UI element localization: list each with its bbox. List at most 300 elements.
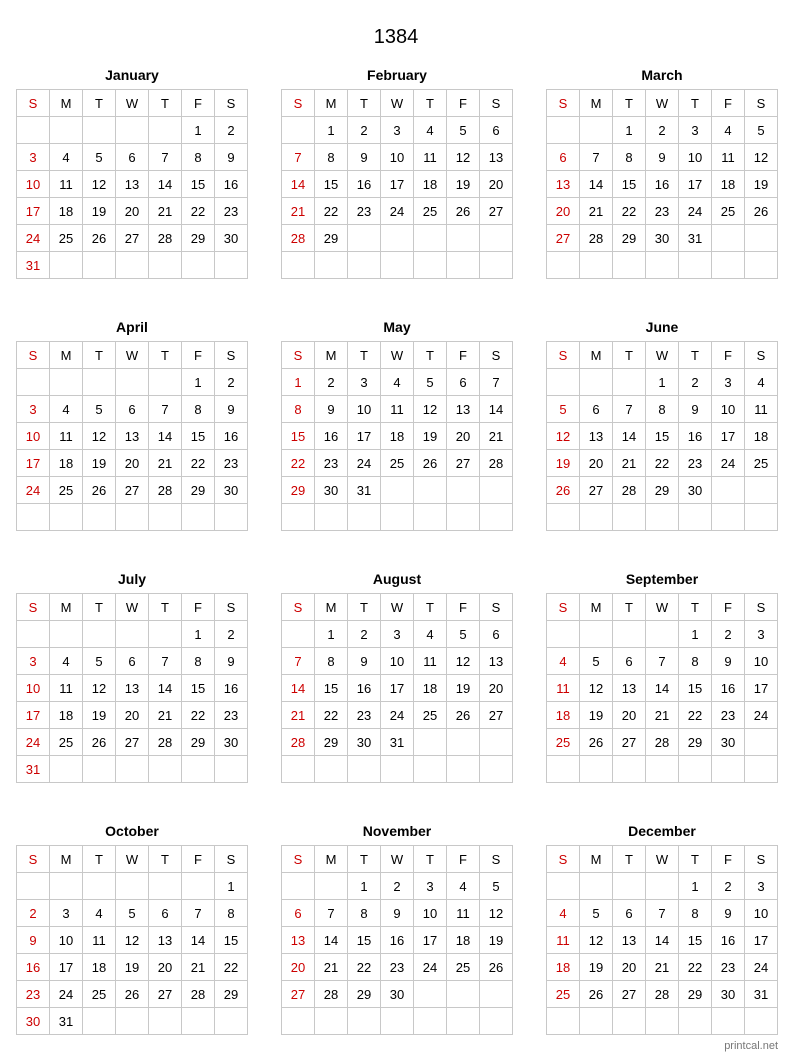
day-cell: 26 <box>447 198 480 225</box>
day-cell: 3 <box>348 369 381 396</box>
day-cell: 23 <box>381 954 414 981</box>
day-cell: 3 <box>745 873 778 900</box>
week-row <box>282 873 513 900</box>
day-cell: 30 <box>215 225 248 252</box>
empty-cell <box>712 756 745 783</box>
empty-cell <box>646 504 679 531</box>
empty-cell <box>83 369 116 396</box>
weekday-header: S <box>745 90 778 117</box>
day-cell: 3 <box>414 873 447 900</box>
day-cell: 11 <box>381 396 414 423</box>
day-cell: 17 <box>17 450 50 477</box>
day-cell: 3 <box>17 648 50 675</box>
empty-cell <box>149 873 182 900</box>
week-row <box>17 756 248 783</box>
day-cell: 28 <box>613 477 646 504</box>
week-row <box>547 477 778 504</box>
day-cell: 18 <box>83 954 116 981</box>
week-row <box>17 396 248 423</box>
empty-cell <box>480 504 513 531</box>
day-cell: 22 <box>348 954 381 981</box>
month-grid <box>16 341 248 531</box>
day-cell: 9 <box>17 927 50 954</box>
day-cell: 4 <box>547 900 580 927</box>
empty-cell <box>745 1008 778 1035</box>
empty-cell <box>149 756 182 783</box>
weekday-header: M <box>315 594 348 621</box>
day-cell: 1 <box>182 117 215 144</box>
empty-cell <box>149 621 182 648</box>
weekday-header: S <box>547 846 580 873</box>
day-cell: 18 <box>447 927 480 954</box>
day-cell: 20 <box>447 423 480 450</box>
weekday-header: M <box>315 846 348 873</box>
week-row <box>547 171 778 198</box>
day-cell: 24 <box>17 225 50 252</box>
empty-cell <box>580 873 613 900</box>
day-cell: 26 <box>83 477 116 504</box>
week-row <box>282 675 513 702</box>
day-cell: 3 <box>679 117 712 144</box>
weekday-header-row <box>282 846 513 873</box>
day-cell: 4 <box>381 369 414 396</box>
empty-cell <box>381 477 414 504</box>
month-grid <box>281 89 513 279</box>
week-row <box>282 225 513 252</box>
empty-cell <box>414 981 447 1008</box>
day-cell: 20 <box>613 702 646 729</box>
empty-cell <box>547 1008 580 1035</box>
empty-cell <box>547 873 580 900</box>
day-cell: 22 <box>613 198 646 225</box>
day-cell: 3 <box>50 900 83 927</box>
day-cell: 23 <box>646 198 679 225</box>
week-row <box>282 198 513 225</box>
day-cell: 10 <box>17 423 50 450</box>
weekday-header: T <box>679 342 712 369</box>
week-row <box>282 450 513 477</box>
day-cell: 18 <box>745 423 778 450</box>
week-row <box>17 369 248 396</box>
empty-cell <box>215 504 248 531</box>
weekday-header: T <box>613 342 646 369</box>
week-row <box>547 396 778 423</box>
weekday-header-row <box>282 594 513 621</box>
day-cell: 4 <box>50 648 83 675</box>
day-cell: 16 <box>215 675 248 702</box>
day-cell: 16 <box>712 927 745 954</box>
month-grid <box>281 341 513 531</box>
day-cell: 15 <box>182 171 215 198</box>
empty-cell <box>613 621 646 648</box>
month-grid <box>546 593 778 783</box>
week-row <box>547 450 778 477</box>
day-cell: 18 <box>50 702 83 729</box>
day-cell: 22 <box>679 954 712 981</box>
day-cell: 27 <box>480 702 513 729</box>
empty-cell <box>679 504 712 531</box>
day-cell: 19 <box>580 954 613 981</box>
week-row <box>282 252 513 279</box>
month-name: January <box>105 67 159 83</box>
month-december <box>546 823 778 1035</box>
day-cell: 22 <box>282 450 315 477</box>
week-row <box>547 756 778 783</box>
day-cell: 5 <box>447 621 480 648</box>
month-february <box>281 67 513 279</box>
day-cell: 15 <box>282 423 315 450</box>
day-cell: 25 <box>50 729 83 756</box>
day-cell: 14 <box>282 675 315 702</box>
year-title: 1384 <box>373 26 419 48</box>
day-cell: 16 <box>215 171 248 198</box>
week-row <box>547 423 778 450</box>
day-cell: 27 <box>547 225 580 252</box>
empty-cell <box>182 873 215 900</box>
day-cell: 29 <box>182 225 215 252</box>
week-row <box>17 198 248 225</box>
empty-cell <box>116 369 149 396</box>
day-cell: 8 <box>613 144 646 171</box>
empty-cell <box>17 504 50 531</box>
week-row <box>282 729 513 756</box>
empty-cell <box>381 225 414 252</box>
day-cell: 17 <box>50 954 83 981</box>
empty-cell <box>149 369 182 396</box>
day-cell: 11 <box>712 144 745 171</box>
day-cell: 12 <box>447 144 480 171</box>
day-cell: 28 <box>282 729 315 756</box>
weekday-header: T <box>414 90 447 117</box>
day-cell: 9 <box>712 648 745 675</box>
day-cell: 21 <box>646 954 679 981</box>
day-cell: 18 <box>414 675 447 702</box>
month-name: October <box>105 823 159 839</box>
day-cell: 12 <box>116 927 149 954</box>
weekday-header: T <box>348 594 381 621</box>
weekday-header-row <box>547 90 778 117</box>
day-cell: 3 <box>17 396 50 423</box>
weekday-header: W <box>116 594 149 621</box>
day-cell: 14 <box>315 927 348 954</box>
day-cell: 2 <box>215 621 248 648</box>
day-cell: 6 <box>116 144 149 171</box>
empty-cell <box>712 477 745 504</box>
weekday-header: F <box>712 846 745 873</box>
empty-cell <box>679 252 712 279</box>
day-cell: 21 <box>149 702 182 729</box>
empty-cell <box>50 117 83 144</box>
day-cell: 28 <box>182 981 215 1008</box>
empty-cell <box>712 504 745 531</box>
day-cell: 27 <box>116 225 149 252</box>
day-cell: 7 <box>646 900 679 927</box>
day-cell: 17 <box>712 423 745 450</box>
day-cell: 14 <box>149 423 182 450</box>
weekday-header: S <box>282 342 315 369</box>
week-row <box>17 252 248 279</box>
week-row <box>547 225 778 252</box>
day-cell: 9 <box>381 900 414 927</box>
day-cell: 3 <box>745 621 778 648</box>
weekday-header-row <box>17 90 248 117</box>
day-cell: 8 <box>315 648 348 675</box>
day-cell: 5 <box>745 117 778 144</box>
week-row <box>282 927 513 954</box>
day-cell: 6 <box>282 900 315 927</box>
week-row <box>547 117 778 144</box>
empty-cell <box>381 756 414 783</box>
weekday-header-row <box>547 342 778 369</box>
week-row <box>547 900 778 927</box>
day-cell: 14 <box>182 927 215 954</box>
day-cell: 10 <box>679 144 712 171</box>
week-row <box>547 873 778 900</box>
day-cell: 10 <box>17 171 50 198</box>
empty-cell <box>50 252 83 279</box>
empty-cell <box>381 252 414 279</box>
week-row <box>547 675 778 702</box>
day-cell: 3 <box>17 144 50 171</box>
week-row <box>547 252 778 279</box>
day-cell: 7 <box>182 900 215 927</box>
day-cell: 25 <box>414 198 447 225</box>
empty-cell <box>447 477 480 504</box>
day-cell: 3 <box>381 621 414 648</box>
month-grid <box>546 341 778 531</box>
month-grid <box>16 593 248 783</box>
month-name: March <box>641 67 683 83</box>
month-october <box>16 823 248 1035</box>
empty-cell <box>646 621 679 648</box>
day-cell: 14 <box>282 171 315 198</box>
day-cell: 29 <box>215 981 248 1008</box>
weekday-header: W <box>116 342 149 369</box>
day-cell: 1 <box>679 621 712 648</box>
week-row <box>17 873 248 900</box>
day-cell: 27 <box>149 981 182 1008</box>
day-cell: 8 <box>646 396 679 423</box>
day-cell: 11 <box>50 675 83 702</box>
empty-cell <box>182 1008 215 1035</box>
week-row <box>17 927 248 954</box>
month-grid <box>281 593 513 783</box>
empty-cell <box>712 252 745 279</box>
day-cell: 26 <box>745 198 778 225</box>
week-row <box>282 144 513 171</box>
empty-cell <box>613 252 646 279</box>
empty-cell <box>282 252 315 279</box>
empty-cell <box>745 477 778 504</box>
weekday-header: S <box>215 342 248 369</box>
weekday-header: M <box>50 342 83 369</box>
day-cell: 23 <box>712 954 745 981</box>
month-name: May <box>383 319 411 335</box>
day-cell: 14 <box>149 171 182 198</box>
weekday-header: F <box>712 594 745 621</box>
day-cell: 20 <box>116 450 149 477</box>
empty-cell <box>17 621 50 648</box>
week-row <box>282 369 513 396</box>
week-row <box>17 621 248 648</box>
day-cell: 28 <box>646 729 679 756</box>
day-cell: 16 <box>712 675 745 702</box>
empty-cell <box>17 117 50 144</box>
day-cell: 9 <box>679 396 712 423</box>
day-cell: 16 <box>679 423 712 450</box>
week-row <box>547 369 778 396</box>
empty-cell <box>116 252 149 279</box>
day-cell: 22 <box>215 954 248 981</box>
weekday-header: F <box>182 594 215 621</box>
day-cell: 21 <box>613 450 646 477</box>
empty-cell <box>315 1008 348 1035</box>
empty-cell <box>83 1008 116 1035</box>
day-cell: 18 <box>50 450 83 477</box>
month-grid <box>16 89 248 279</box>
day-cell: 4 <box>447 873 480 900</box>
weekday-header-row <box>282 342 513 369</box>
weekday-header: T <box>348 90 381 117</box>
weekday-header: F <box>447 90 480 117</box>
week-row <box>17 144 248 171</box>
weekday-header: W <box>646 342 679 369</box>
footer-credit[interactable]: printcal.net <box>724 1040 778 1052</box>
empty-cell <box>414 252 447 279</box>
weekday-header-row <box>17 342 248 369</box>
empty-cell <box>315 252 348 279</box>
empty-cell <box>646 1008 679 1035</box>
day-cell: 2 <box>712 873 745 900</box>
empty-cell <box>580 369 613 396</box>
day-cell: 1 <box>679 873 712 900</box>
empty-cell <box>745 756 778 783</box>
day-cell: 6 <box>480 621 513 648</box>
day-cell: 8 <box>282 396 315 423</box>
empty-cell <box>480 729 513 756</box>
weekday-header: T <box>613 846 646 873</box>
weekday-header: F <box>447 342 480 369</box>
week-row <box>282 981 513 1008</box>
empty-cell <box>348 252 381 279</box>
day-cell: 5 <box>83 396 116 423</box>
day-cell: 1 <box>315 117 348 144</box>
day-cell: 24 <box>745 954 778 981</box>
empty-cell <box>613 873 646 900</box>
empty-cell <box>712 1008 745 1035</box>
empty-cell <box>679 756 712 783</box>
day-cell: 9 <box>215 648 248 675</box>
day-cell: 11 <box>745 396 778 423</box>
day-cell: 14 <box>646 675 679 702</box>
empty-cell <box>447 225 480 252</box>
day-cell: 27 <box>580 477 613 504</box>
month-grid <box>281 845 513 1035</box>
day-cell: 20 <box>116 198 149 225</box>
empty-cell <box>480 981 513 1008</box>
day-cell: 26 <box>580 981 613 1008</box>
empty-cell <box>83 873 116 900</box>
day-cell: 31 <box>679 225 712 252</box>
weekday-header: T <box>679 90 712 117</box>
empty-cell <box>547 504 580 531</box>
weekday-header: M <box>580 90 613 117</box>
week-row <box>282 621 513 648</box>
day-cell: 13 <box>116 675 149 702</box>
week-row <box>547 198 778 225</box>
empty-cell <box>613 504 646 531</box>
empty-cell <box>182 504 215 531</box>
day-cell: 7 <box>613 396 646 423</box>
day-cell: 2 <box>17 900 50 927</box>
day-cell: 6 <box>580 396 613 423</box>
day-cell: 9 <box>348 144 381 171</box>
day-cell: 6 <box>613 900 646 927</box>
empty-cell <box>348 225 381 252</box>
day-cell: 7 <box>149 396 182 423</box>
day-cell: 23 <box>712 702 745 729</box>
weekday-header: F <box>182 846 215 873</box>
empty-cell <box>414 756 447 783</box>
day-cell: 28 <box>149 729 182 756</box>
empty-cell <box>547 252 580 279</box>
empty-cell <box>613 369 646 396</box>
day-cell: 21 <box>646 702 679 729</box>
month-name: August <box>372 571 422 587</box>
day-cell: 23 <box>315 450 348 477</box>
day-cell: 18 <box>50 198 83 225</box>
day-cell: 7 <box>580 144 613 171</box>
day-cell: 16 <box>348 171 381 198</box>
day-cell: 19 <box>447 171 480 198</box>
day-cell: 21 <box>480 423 513 450</box>
day-cell: 12 <box>447 648 480 675</box>
empty-cell <box>381 1008 414 1035</box>
empty-cell <box>182 252 215 279</box>
day-cell: 22 <box>182 450 215 477</box>
day-cell: 22 <box>182 198 215 225</box>
weekday-header: M <box>315 342 348 369</box>
day-cell: 5 <box>447 117 480 144</box>
day-cell: 14 <box>149 675 182 702</box>
weekday-header: S <box>17 342 50 369</box>
weekday-header: M <box>50 594 83 621</box>
day-cell: 23 <box>348 198 381 225</box>
day-cell: 23 <box>348 702 381 729</box>
day-cell: 2 <box>646 117 679 144</box>
day-cell: 8 <box>182 648 215 675</box>
day-cell: 22 <box>315 198 348 225</box>
day-cell: 27 <box>480 198 513 225</box>
day-cell: 4 <box>50 396 83 423</box>
day-cell: 29 <box>282 477 315 504</box>
day-cell: 21 <box>149 198 182 225</box>
day-cell: 27 <box>282 981 315 1008</box>
day-cell: 2 <box>315 369 348 396</box>
weekday-header: T <box>348 846 381 873</box>
day-cell: 13 <box>613 675 646 702</box>
empty-cell <box>282 504 315 531</box>
day-cell: 29 <box>646 477 679 504</box>
month-grid <box>546 89 778 279</box>
day-cell: 6 <box>613 648 646 675</box>
day-cell: 9 <box>215 396 248 423</box>
weekday-header: S <box>547 594 580 621</box>
empty-cell <box>215 1008 248 1035</box>
day-cell: 16 <box>348 675 381 702</box>
day-cell: 7 <box>282 648 315 675</box>
day-cell: 25 <box>447 954 480 981</box>
